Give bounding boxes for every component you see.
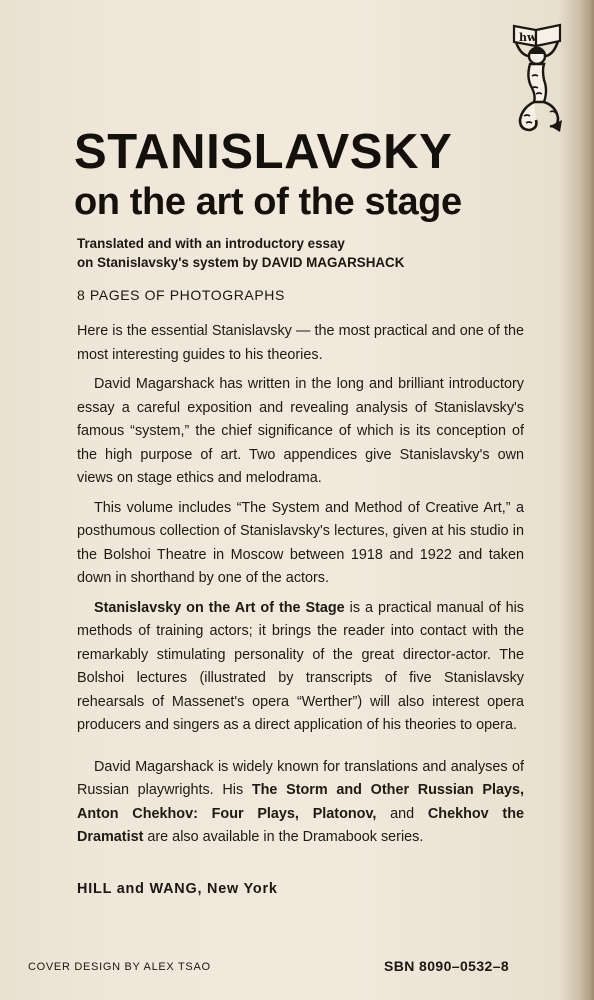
book-subtitle: on the art of the stage: [74, 181, 462, 223]
translator-line-2: on Stanislavsky's system by DAVID MAGARSHACK: [77, 255, 405, 270]
publisher-imprint: HILL and WANG, New York: [77, 881, 278, 897]
blurb-paragraph-4-text: is a practical manual of his methods of training actors; it brings the reader into contact with the remarkably stimulating personality of the great director-actor. The Bolshoi lectures (illustrated by transcripts of five Stanislavsky rehearsals of Massenet's opera “Werther”) will also interest opera producers and singers as a direct application of his theories to opera.: [77, 599, 524, 733]
author-paragraph-intro: David Magarshack is widely known for translations and analyses of Russian playwrights. His: [77, 758, 524, 798]
related-book-3: Platonov,: [312, 805, 377, 822]
related-book-2: Anton Chekhov: Four Plays,: [77, 805, 299, 822]
related-book-4: Chekhov the Dramatist: [77, 805, 524, 845]
author-paragraph: [77, 756, 524, 850]
book-title: STANISLAVSKY: [74, 125, 453, 179]
blurb-paragraph-1: Here is the essential Stanislavsky — the most practical and one of the most interesting guides to his theories.: [77, 323, 524, 363]
isbn-number: SBN 8090–0532–8: [384, 958, 510, 974]
blurb-paragraph-2: David Magarshack has written in the long and brilliant introductory essay a careful exposition and revealing analysis of Stanislavsky's famous “system,” the chief significance of which is its conception of the high purpose of art. Two appendices give Stanislavsky's own views on stage ethics and melodrama.: [77, 376, 524, 486]
separator-and: and: [376, 805, 428, 822]
translator-line-1: Translated and with an introductory essay: [77, 236, 345, 251]
cover-spine-edge: [580, 0, 594, 1000]
logo-letters: hw: [519, 31, 537, 44]
related-book-1: The Storm and Other Russian Plays,: [251, 782, 525, 798]
translator-credit: [77, 234, 537, 272]
book-title-inline: Stanislavsky on the Art of the Stage: [94, 599, 345, 616]
blurb-text: [77, 320, 524, 856]
author-paragraph-end: are also available in the Dramabook series.: [143, 829, 424, 845]
blurb-paragraph-4: [77, 597, 524, 738]
separator-2: [299, 806, 313, 822]
mermaid-book-logo-icon: [506, 16, 568, 136]
photographs-note: 8 PAGES OF PHOTOGRAPHS: [77, 287, 285, 303]
cover-design-credit: COVER DESIGN BY ALEX TSAO: [28, 961, 211, 973]
blurb-paragraph-3: This volume includes “The System and Method of Creative Art,” a posthumous collection of Stanislavsky's lectures, given at his studio in the Bolshoi Theatre in Moscow between 1918 and 1922 and taken down in shorthand by one of the actors.: [77, 499, 524, 586]
